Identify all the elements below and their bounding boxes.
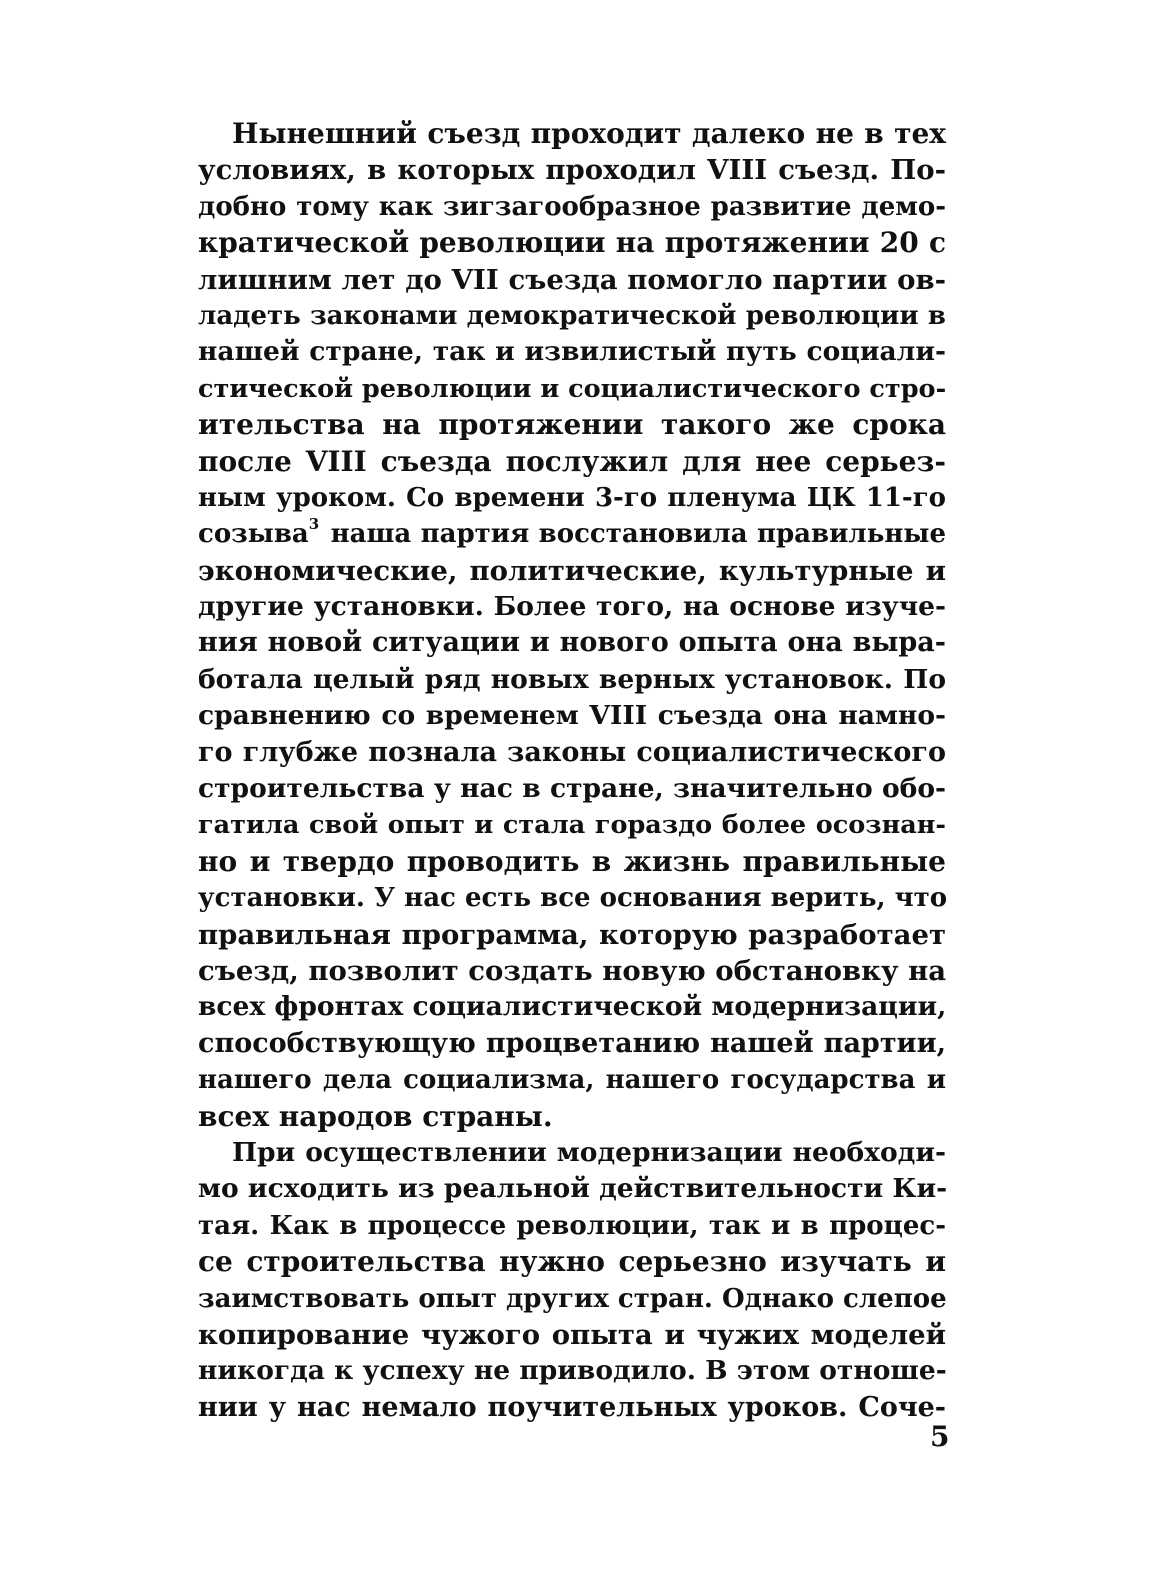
text-line: добно тому как зигзагообразное развитие демо- <box>198 191 946 222</box>
footnote-marker: 3 <box>308 515 320 534</box>
text-line: никогда к успеху не приводило. В этом отноше- <box>198 1355 947 1387</box>
text-line: съезд, позволит создать новую обстановку на <box>198 954 947 987</box>
text-line: заимствовать опыт других стран. Однако слепое <box>198 1283 947 1314</box>
text-line: ботала целый ряд новых верных установок. По <box>198 663 946 695</box>
body-text <box>198 116 946 1426</box>
text-line: стической революции и социалистического стро- <box>198 373 947 404</box>
text-line: сравнению со временем VIII съезда она намно- <box>198 700 946 732</box>
text-line: нашей стране, так и извилистый путь социали- <box>198 336 946 368</box>
text-line: но и твердо проводить в жизнь правильные <box>198 844 946 878</box>
text-line: мо исходить из реальной действительности Ки- <box>198 1173 948 1205</box>
text-line: ным уроком. Со времени 3-го пленума ЦК 11-го <box>198 482 946 513</box>
page-number: 5 <box>930 1420 950 1453</box>
text-line: копирование чужого опыта и чужих моделей <box>198 1318 946 1351</box>
text-line: го глубже познала законы социалистического <box>198 736 946 768</box>
text-line: лишним лет до VII съезда помогло партии ов- <box>198 263 946 296</box>
text-line: условиях, в которых проходил VIII съезд. По- <box>198 154 946 187</box>
text-fragment: созыва <box>198 519 309 550</box>
text-line: При осуществлении модернизации необходи- <box>232 1136 946 1168</box>
text-line: ладеть законами демократической революции в <box>198 300 946 331</box>
text-line: гатила свой опыт и стала гораздо более осознан- <box>198 810 946 841</box>
text-line-with-footnote <box>198 516 946 552</box>
text-line: всех народов страны. <box>198 1099 553 1133</box>
text-line: нии у нас немало поучительных уроков. Соче- <box>198 1391 946 1423</box>
text-line: нашего дела социализма, нашего государства и <box>198 1065 946 1096</box>
text-line: другие установки. Более того, на основе изуче- <box>198 591 946 623</box>
text-line: экономические, политические, культурные и <box>198 554 946 587</box>
text-line: кратической революции на протяжении 20 с <box>198 226 946 260</box>
text-line: всех фронтах социалистической модернизации, <box>198 991 947 1023</box>
text-line: се строительства нужно серьезно изучать и <box>198 1245 946 1279</box>
text-line: строительства у нас в стране, значительно обо- <box>198 773 946 805</box>
text-fragment: наша партия восстановила правильные <box>330 519 946 550</box>
text-line: после VIII съезда послужил для нее серьез- <box>198 444 946 478</box>
text-line: установки. У нас есть все основания верить, что <box>198 883 948 914</box>
text-line: тая. Как в процессе революции, так и в процес- <box>198 1210 946 1241</box>
text-line: правильная программа, которую разработает <box>198 918 946 951</box>
text-line: ительства на протяжении такого же срока <box>198 408 946 442</box>
text-line: Нынешний съезд проходит далеко не в тех <box>232 117 946 150</box>
text-line: ния новой ситуации и нового опыта она выра- <box>198 627 946 659</box>
text-line: способствующую процветанию нашей партии, <box>198 1027 946 1059</box>
